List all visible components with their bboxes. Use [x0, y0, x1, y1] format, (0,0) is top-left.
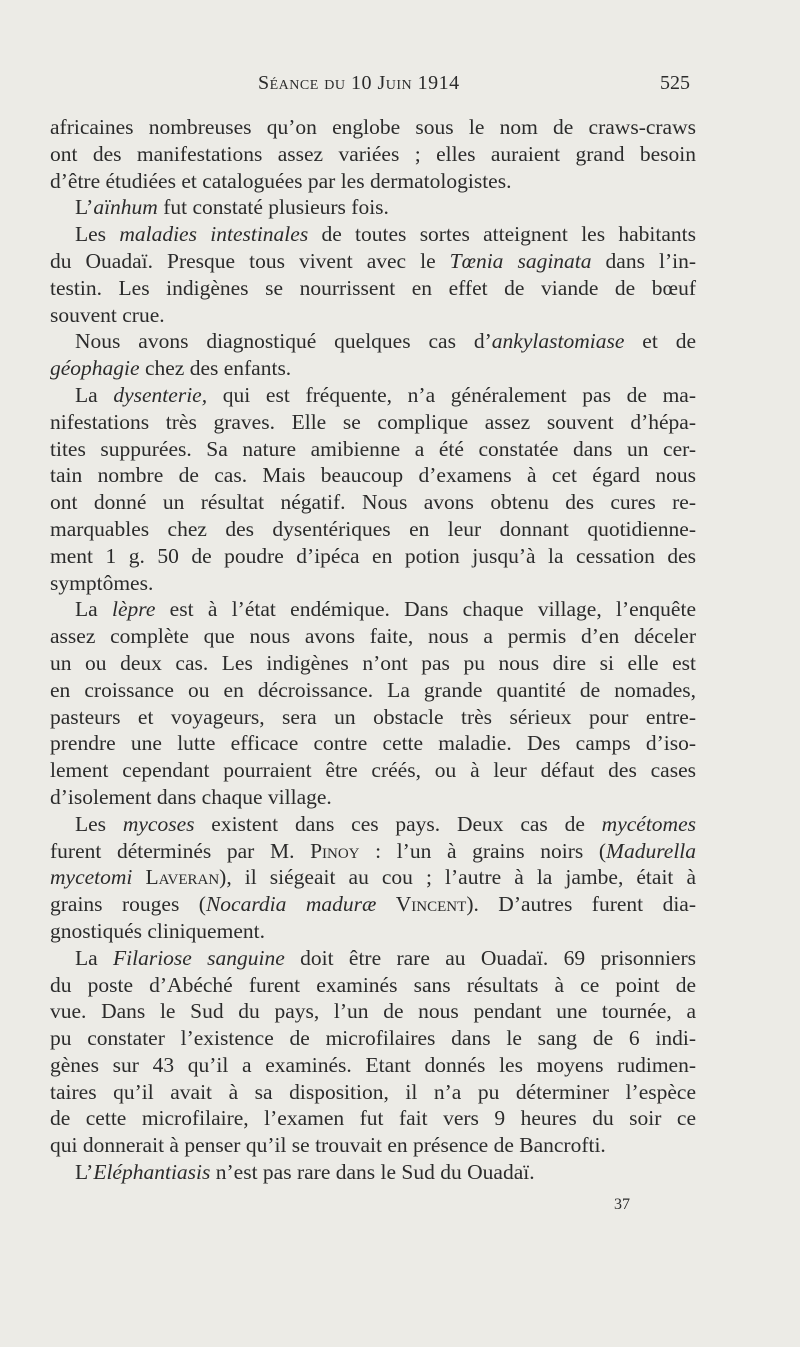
text-run: ). D’autres furent dia-: [466, 892, 696, 917]
text-line: [50, 355, 696, 382]
text-line: [50, 784, 696, 811]
italic-term: géophagie: [50, 356, 140, 381]
text-line: [50, 1025, 696, 1052]
text-line: [50, 543, 696, 570]
text-line: [50, 328, 696, 355]
text-line: [50, 998, 696, 1025]
text-line: [50, 730, 696, 757]
text-line: [50, 811, 696, 838]
text-line: [50, 409, 696, 436]
text-run: lement cependant pourraient être créés, ou à leur défaut des cases: [50, 758, 696, 783]
text-line: [50, 650, 696, 677]
running-title: Séance du 10 Juin 1914: [258, 72, 460, 94]
text-line: [50, 516, 696, 543]
text-run: L’: [75, 1160, 94, 1185]
italic-term: maladies intestinales: [119, 222, 309, 247]
text-line: [50, 891, 696, 918]
text-run: ont des manifestations assez variées ; elles auraient grand besoin: [50, 141, 696, 166]
text-run: [132, 865, 145, 889]
text-line: [50, 864, 696, 891]
text-run: gnostiqués cliniquement.: [50, 918, 265, 943]
text-line: [50, 248, 696, 275]
text-line: [50, 275, 696, 302]
italic-term: Filariose sanguine: [113, 945, 285, 970]
italic-term: Nocardia maduræ: [205, 892, 377, 917]
text-run: un ou deux cas. Les indigènes n’ont pas pu nous dire si elle est: [50, 650, 696, 675]
text-run: en croissance ou en décroissance. La grande quantité de nomades,: [50, 677, 696, 702]
author-name: Pinoy: [310, 838, 360, 863]
text-run: testin. Les indigènes se nourrissent en effet de viande de bœuf: [50, 275, 696, 300]
text-run: La: [75, 945, 114, 970]
author-name: Vincent: [395, 892, 467, 917]
text-run: [376, 892, 395, 916]
text-line: [50, 945, 696, 972]
text-run: d’isolement dans chaque village.: [50, 784, 332, 809]
text-line: [50, 194, 696, 221]
italic-term: aïnhum: [93, 195, 158, 220]
text-line: [50, 221, 696, 248]
text-run: Les: [75, 222, 120, 247]
text-run: furent déterminés par M.: [50, 838, 311, 863]
text-line: [50, 1052, 696, 1079]
text-line: [50, 704, 696, 731]
text-line: [50, 570, 696, 597]
italic-term: Tœnia saginata: [449, 248, 592, 273]
text-line: [50, 382, 696, 409]
text-run: de toutes sortes atteignent les habitants: [308, 222, 696, 247]
page-number: 525: [660, 72, 690, 94]
text-run: pasteurs et voyageurs, sera un obstacle très sérieux pour entre-: [50, 704, 696, 729]
text-run: vue. Dans le Sud du pays, l’un de nous pendant une tournée, a: [50, 999, 696, 1024]
text-run: symptômes.: [50, 570, 154, 595]
text-line: [50, 677, 696, 704]
text-line: [50, 918, 696, 945]
text-run: taires qu’il avait à sa disposition, il n’a pu déterminer l’espèce: [50, 1079, 696, 1104]
text-line: [50, 462, 696, 489]
text-run: dans l’in-: [591, 248, 696, 273]
text-line: [50, 1132, 696, 1159]
text-line: [50, 838, 696, 865]
text-run: fut constaté plusieurs fois.: [157, 195, 389, 220]
text-run: pu constater l’existence de microfilaires dans le sang de 6 indi-: [50, 1026, 696, 1051]
text-line: [50, 168, 696, 195]
text-line: [50, 596, 696, 623]
text-run: doit être rare au Ouadaï. 69 prisonniers: [284, 945, 696, 970]
text-run: d’être étudiées et cataloguées par les dermatologistes.: [50, 168, 512, 193]
text-run: tain nombre de cas. Mais beaucoup d’examens à cet égard nous: [50, 463, 696, 488]
text-run: chez des enfants.: [139, 356, 292, 381]
text-line: [50, 623, 696, 650]
text-line: [50, 757, 696, 784]
text-line: [50, 114, 696, 141]
italic-term: lèpre: [111, 597, 156, 622]
text-run: du Ouadaï. Presque tous vivent avec le: [50, 248, 450, 273]
text-run: ment 1 g. 50 de poudre d’ipéca en potion jusqu’à la cessation des: [50, 543, 696, 568]
text-run: Nous avons diagnostiqué quelques cas d’: [75, 329, 492, 354]
italic-term: mycétomes: [601, 811, 696, 836]
text-line: [50, 1159, 696, 1186]
text-run: prendre une lutte efficace contre cette maladie. Des camps d’iso-: [50, 731, 696, 756]
text-run: Les: [75, 811, 123, 836]
text-run: souvent crue.: [50, 302, 165, 327]
text-run: gènes sur 43 qu’il a examinés. Etant donnés les moyens rudimen-: [50, 1052, 696, 1077]
text-line: [50, 302, 696, 329]
text-run: n’est pas rare dans le Sud du Ouadaï.: [210, 1160, 535, 1185]
text-run: existent dans ces pays. Deux cas de: [194, 811, 602, 836]
text-run: africaines nombreuses qu’on englobe sous le nom de craws-craws: [50, 115, 696, 139]
page-header: [0, 70, 800, 100]
italic-term: Madurella: [606, 838, 697, 863]
italic-term: Eléphantiasis: [93, 1160, 211, 1185]
italic-term: ankylastomiase: [491, 329, 625, 354]
text-run: qui est fréquente, n’a généralement pas de ma-: [207, 382, 696, 407]
text-run: : l’un à grains noirs (: [359, 838, 607, 863]
italic-term: mycetomi: [50, 865, 133, 890]
italic-term: mycoses: [122, 811, 195, 836]
text-run: nifestations très graves. Elle se complique assez souvent d’hépa-: [50, 409, 696, 434]
text-run: tites suppurées. Sa nature amibienne a été constatée dans un cer-: [50, 436, 696, 461]
text-run: L’: [75, 195, 94, 220]
signature-mark: 37: [614, 1196, 630, 1213]
text-line: [50, 141, 696, 168]
text-line: [50, 436, 696, 463]
body-text: [50, 114, 696, 1186]
text-run: qui donnerait à penser qu’il se trouvait en présence de Bancrofti.: [50, 1133, 606, 1158]
italic-term: dysenterie,: [113, 382, 208, 407]
text-line: [50, 1079, 696, 1106]
text-run: La: [75, 597, 112, 622]
text-line: [50, 972, 696, 999]
text-line: [50, 1105, 696, 1132]
text-run: assez complète que nous avons faite, nous a permis d’en déceler: [50, 624, 696, 649]
text-run: est à l’état endémique. Dans chaque village, l’enquête: [155, 597, 696, 622]
text-run: marquables chez des dysentériques en leur donnant quotidienne-: [50, 516, 696, 541]
text-run: ), il siégeait au cou ; l’autre à la jambe, était à: [219, 865, 697, 890]
text-run: grains rouges (: [50, 892, 206, 917]
text-run: et de: [624, 329, 696, 354]
text-run: La: [75, 382, 114, 407]
text-run: du poste d’Abéché furent examinés sans résultats à ce point de: [50, 972, 696, 997]
text-run: de cette microfilaire, l’examen fut fait vers 9 heures du soir ce: [50, 1106, 696, 1131]
text-run: ont donné un résultat négatif. Nous avons obtenu des cures re-: [50, 490, 696, 515]
text-line: [50, 489, 696, 516]
author-name: Laveran: [145, 865, 220, 890]
